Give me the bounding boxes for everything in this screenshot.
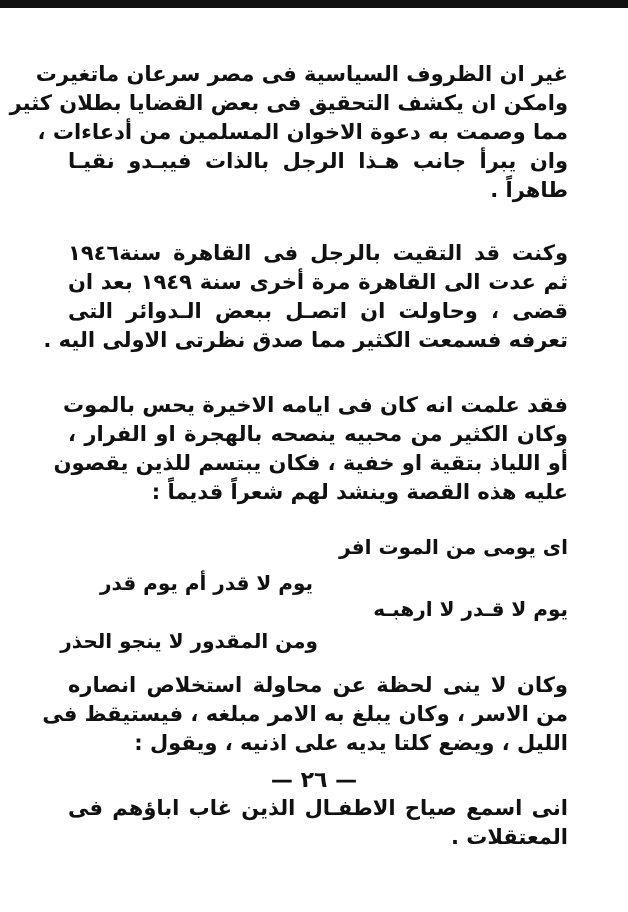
text-line: غير ان الظروف السياسية فى مصر سرعان ماتغيرت xyxy=(35,62,568,86)
poem-verse: يوم لا قدر أم يوم قدر xyxy=(100,571,313,595)
text-line: وامكن ان يكشف التحقيق فى بعض القضايا بطلان كثير xyxy=(9,91,568,115)
top-rule xyxy=(0,0,628,8)
text-line: الليل ، ويضع كلتا يديه على اذنيه ، ويقول : xyxy=(134,731,568,755)
text-line: مما وصمت به دعوة الاخوان المسلمين من أدعاءات ، xyxy=(37,120,568,144)
text-line: فقد علمت انه كان فى ايامه الاخيرة يحس بالموت xyxy=(63,393,568,417)
page-number: — ٢٦ — xyxy=(270,768,358,793)
poem xyxy=(60,535,568,653)
text-line: طاهراً . xyxy=(490,178,568,202)
paragraph-4 xyxy=(42,671,568,758)
text-line: أو اللياذ بتقية او خفية ، فكان يبتسم للذين يقصون xyxy=(53,451,568,475)
text-line: انى اسمع صياح الاطفـال الذين غاب اباؤهم فى xyxy=(68,796,568,820)
text-line: ثم عدت الى القاهرة مرة أخرى سنة ١٩٤٩ بعد ان xyxy=(68,270,569,294)
paragraph-3 xyxy=(53,391,568,507)
text-line: وكان الكثير من محبيه ينصحه بالهجرة او الفرار ، xyxy=(68,422,568,446)
text-line: تعرفه فسمعت الكثير مما صدق نظرتى الاولى اليه . xyxy=(43,328,568,352)
page-body xyxy=(9,60,569,888)
poem-verse: اى يومى من الموت افر xyxy=(339,535,568,559)
text-line: المعتقلات . xyxy=(450,825,568,849)
text-line: من الاسر ، وكان يبلغ به الامر مبلغه ، فيستيقظ فى xyxy=(42,702,568,726)
poem-verse: ومن المقدور لا ينجو الحذر xyxy=(60,629,318,653)
text-line: قضى ، وحاولت ان اتصـل ببعض الـدوائر التى xyxy=(68,299,568,323)
text-line: وكان لا ينى لحظة عن محاولة استخلاص انصاره xyxy=(68,673,568,697)
text-line: وكنت قد التقيت بالرجل فى القاهرة سنة١٩٤٦ xyxy=(68,241,568,265)
paragraph-5 xyxy=(68,794,568,852)
paragraph-2 xyxy=(43,239,569,355)
text-line: وان يبرأ جانب هـذا الرجل بالذات فيبـدو نقيـا xyxy=(68,149,568,173)
paragraph-1 xyxy=(9,60,568,205)
poem-verse: يوم لا قـدر لا ارهبـه xyxy=(373,597,568,621)
text-line: عليه هذه القصة وينشد لهم شعراً قديماً : xyxy=(151,480,568,504)
